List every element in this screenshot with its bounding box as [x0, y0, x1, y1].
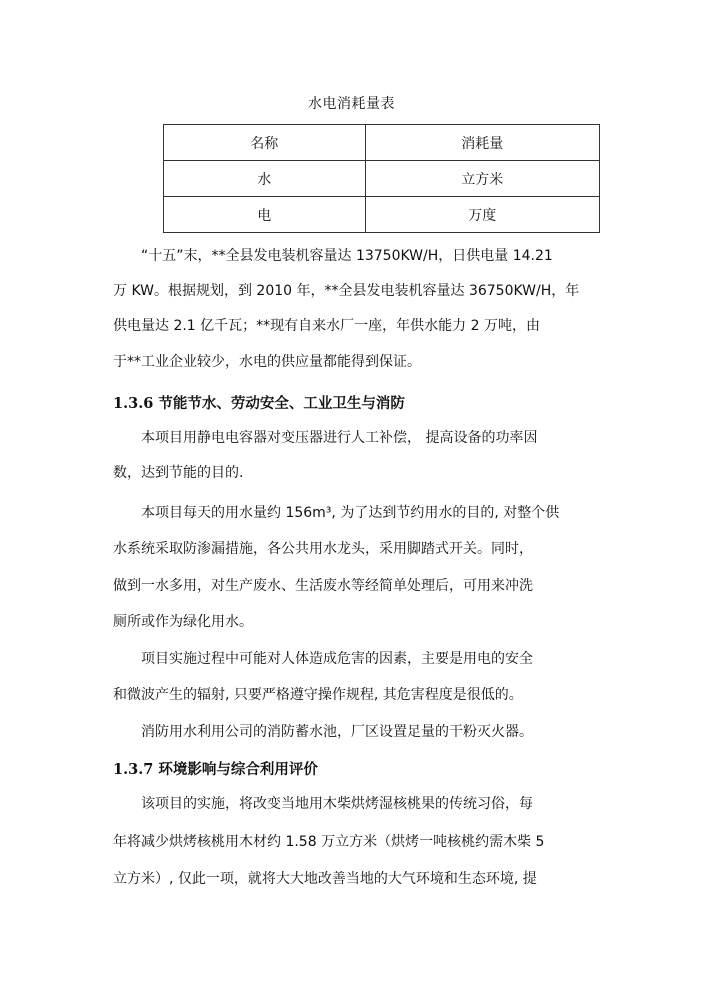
table-row	[164, 197, 600, 233]
table-cell: 万度	[365, 197, 599, 233]
paragraph-line: 本项目用静电电容器对变压器进行人工补偿， 提高设备的功率因	[141, 430, 538, 446]
header-cell-consumption: 消耗量	[365, 125, 599, 161]
table-cell: 立方米	[365, 161, 599, 197]
paragraph-line: “十五”末，**全县发电装机容量达 13750KW/H，日供电量 14.21	[141, 248, 553, 264]
table-header-row	[164, 125, 600, 161]
section-heading-1-3-7: 1.3.7 环境影响与综合利用评价	[113, 761, 318, 778]
paragraph-line: 做到一水多用，对生产废水、生活废水等经简单处理后，可用来冲洗	[113, 578, 533, 594]
paragraph-line: 供电量达 2.1 亿千瓦；**现有自来水厂一座，年供水能力 2 万吨，由	[113, 318, 540, 334]
paragraph-line: 该项目的实施，将改变当地用木柴烘烤湿核桃果的传统习俗，每	[141, 796, 533, 812]
consumption-table	[163, 124, 600, 233]
table-row	[164, 161, 600, 197]
paragraph-line: 厕所或作为绿化用水。	[113, 614, 253, 630]
table-cell: 电	[164, 197, 366, 233]
paragraph-line: 万 KW。根据规划，到 2010 年，**全县发电装机容量达 36750KW/H，年	[113, 283, 580, 299]
paragraph-line: 项目实施过程中可能对人体造成危害的因素，主要是用电的安全	[141, 651, 533, 667]
paragraph-line: 数，达到节能的目的.	[113, 465, 244, 481]
paragraph-line: 消防用水利用公司的消防蓄水池，厂区设置足量的干粉灭火器。	[141, 724, 533, 740]
section-heading-1-3-6: 1.3.6 节能节水、劳动安全、工业卫生与消防	[113, 395, 405, 412]
paragraph-line: 本项目每天的用水量约 156m³, 为了达到节约用水的目的, 对整个供	[141, 505, 560, 521]
paragraph-line: 于**工业企业较少，水电的供应量都能得到保证。	[113, 354, 421, 370]
paragraph-line: 立方米）, 仅此一项，就将大大地改善当地的大气环境和生态环境, 提	[113, 871, 537, 887]
paragraph-line: 水系统采取防渗漏措施，各公共用水龙头，采用脚踏式开关。同时，	[113, 541, 533, 557]
paragraph-line: 和微波产生的辐射, 只要严格遵守操作规程, 其危害程度是很低的。	[113, 687, 523, 703]
table-cell: 水	[164, 161, 366, 197]
header-cell-name: 名称	[164, 125, 366, 161]
table-caption: 水电消耗量表	[308, 96, 395, 112]
paragraph-line: 年将减少烘烤核桃用木材约 1.58 万立方米（烘烤一吨核桃约需木柴 5	[113, 834, 545, 850]
